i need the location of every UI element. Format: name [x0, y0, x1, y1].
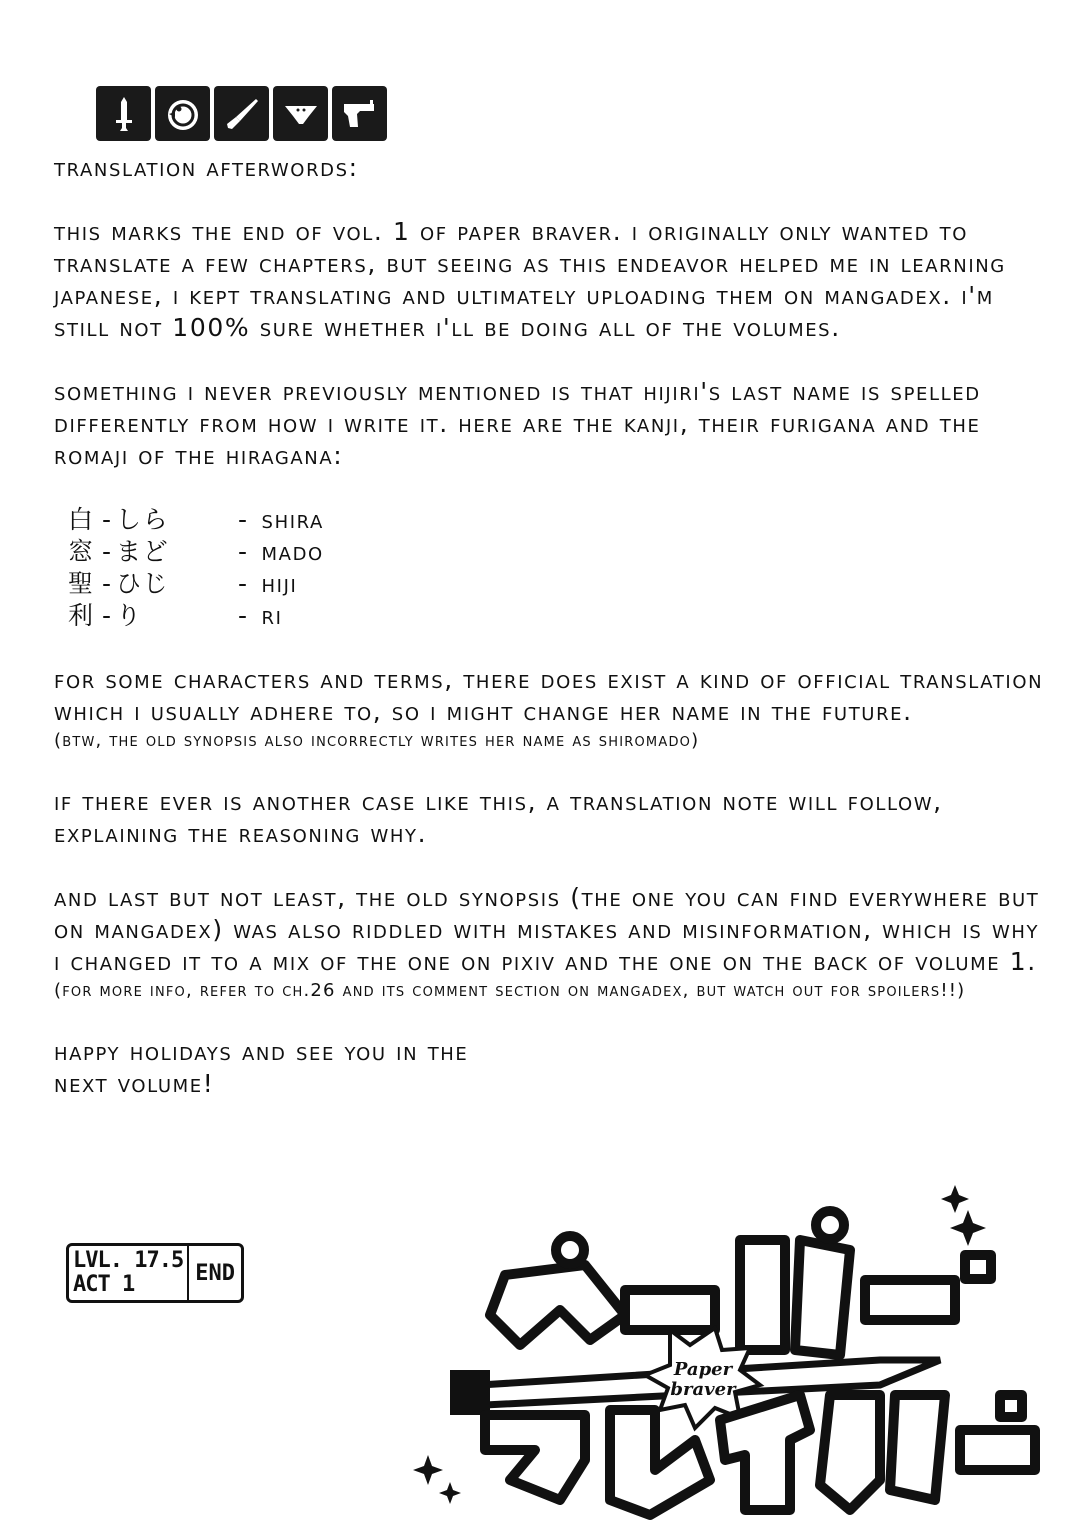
kanji-romaji: ri — [261, 601, 283, 630]
sword-icon — [96, 86, 151, 141]
icon-strip — [96, 86, 387, 141]
paper-braver-logo — [410, 1180, 1050, 1530]
heading: translation afterwords: — [54, 153, 359, 182]
kanji-kana: しら — [116, 505, 170, 534]
paragraph-5-note: (for more info, refer to ch.26 and its comment section on mangadex, but watch out for spoilers!!) — [54, 980, 966, 1001]
paragraph-3: for some characters and terms, there does exist a kind of official translation which i usually adhere to, so i might change her name in the future. — [54, 665, 1044, 726]
paragraph-4: if there ever is another case like this, a translation note will follow, explaining the reasoning why. — [54, 787, 943, 848]
kanji-kana: ひじ — [116, 569, 170, 598]
badge-level: LVL. 17.5 — [73, 1248, 184, 1273]
badge-act: ACT 1 — [73, 1272, 135, 1297]
svg-text:braver: braver — [670, 1379, 736, 1400]
kanji-row: 聖 - ひじ - hiji — [68, 569, 298, 598]
kanji-char: 窓 — [68, 537, 95, 566]
kanji-romaji: hiji — [261, 569, 298, 598]
kanji-romaji: shira — [261, 505, 324, 534]
kanji-table — [68, 504, 1044, 632]
paragraph-6: happy holidays and see you in the next volume! — [54, 1037, 469, 1098]
paragraph-1: this marks the end of vol. 1 of paper braver. i originally only wanted to translate a few chapters, but seeing as this endeavor helped me in learning japanese, i kept translating and ultimately uploading them on mangadex. i'm still not 100% sure whether i'll be doing all of the volumes. — [54, 217, 1006, 342]
kanji-char: 聖 — [68, 569, 95, 598]
afterword-text — [54, 152, 1044, 1100]
kanji-row: 白 - しら - shira — [68, 505, 324, 534]
kanji-kana: まど — [116, 537, 170, 566]
kanji-char: 利 — [68, 601, 95, 630]
kanji-char: 白 — [68, 505, 95, 534]
paragraph-2: something i never previously mentioned is that hijiri's last name is spelled differently from how i write it. here are the kanji, their furigana and the romaji of the hiragana: — [54, 377, 981, 470]
knife-icon — [214, 86, 269, 141]
chick-face-icon — [155, 86, 210, 141]
pistol-icon — [332, 86, 387, 141]
underwear-icon — [273, 86, 328, 141]
logo-text: Paper — [673, 1359, 733, 1380]
kanji-kana: り — [116, 601, 143, 630]
badge-end: END — [195, 1260, 235, 1286]
kanji-row: 利 - り - ri — [68, 601, 283, 630]
kanji-romaji: mado — [261, 537, 324, 566]
paragraph-3-note: (btw, the old synopsis also incorrectly writes her name as shiromado) — [54, 730, 700, 751]
paragraph-5: and last but not least, the old synopsis (the one you can find everywhere but on mangadex) was also riddled with mistakes and misinformation, which is why i changed it to a mix of the one on pixiv and the one on the back of volume 1. — [54, 883, 1040, 976]
kanji-row: 窓 - まど - mado — [68, 537, 324, 566]
level-badge — [66, 1243, 244, 1303]
